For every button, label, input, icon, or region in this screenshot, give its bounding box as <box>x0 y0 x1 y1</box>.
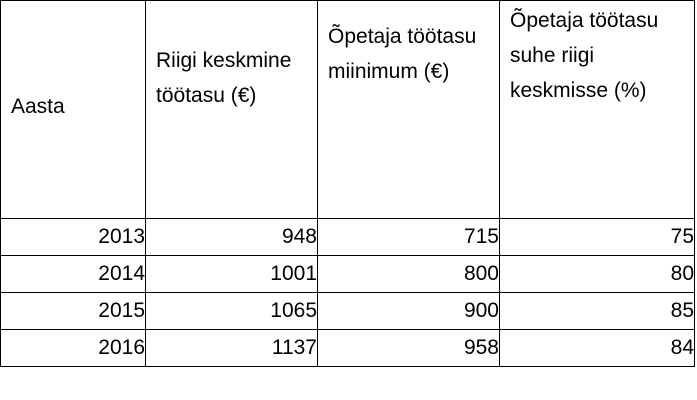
column-header-aasta-label: Aasta <box>11 95 65 118</box>
cell-riigi-keskmine: 1137 <box>146 330 318 367</box>
column-header-riigi-keskmine-label: Riigi keskmine töötasu (€) <box>156 49 292 107</box>
table-header <box>1 1 695 219</box>
column-header-suhe-protsent <box>500 1 695 219</box>
cell-miinimum: 900 <box>318 293 500 330</box>
cell-miinimum: 800 <box>318 256 500 293</box>
cell-aasta: 2016 <box>1 330 146 367</box>
column-header-opetaja-miinimum-label: Õpetaja töötasu miinimum (€) <box>328 25 477 83</box>
cell-riigi-keskmine: 948 <box>146 219 318 256</box>
table-header-row <box>1 1 695 219</box>
cell-suhe: 85 <box>500 293 695 330</box>
cell-aasta: 2013 <box>1 219 146 256</box>
table-row <box>1 219 695 256</box>
table-row <box>1 256 695 293</box>
cell-suhe: 84 <box>500 330 695 367</box>
cell-aasta: 2015 <box>1 293 146 330</box>
column-header-suhe-protsent-label: Õpetaja töötasu suhe riigi keskmisse (%) <box>510 9 659 102</box>
column-header-aasta <box>1 1 146 219</box>
cell-riigi-keskmine: 1001 <box>146 256 318 293</box>
cell-suhe: 75 <box>500 219 695 256</box>
table-row <box>1 293 695 330</box>
cell-miinimum: 715 <box>318 219 500 256</box>
cell-aasta: 2014 <box>1 256 146 293</box>
table-row <box>1 330 695 367</box>
cell-riigi-keskmine: 1065 <box>146 293 318 330</box>
column-header-opetaja-miinimum <box>318 1 500 219</box>
column-header-riigi-keskmine <box>146 1 318 219</box>
cell-miinimum: 958 <box>318 330 500 367</box>
table-body <box>1 219 695 367</box>
cell-suhe: 80 <box>500 256 695 293</box>
